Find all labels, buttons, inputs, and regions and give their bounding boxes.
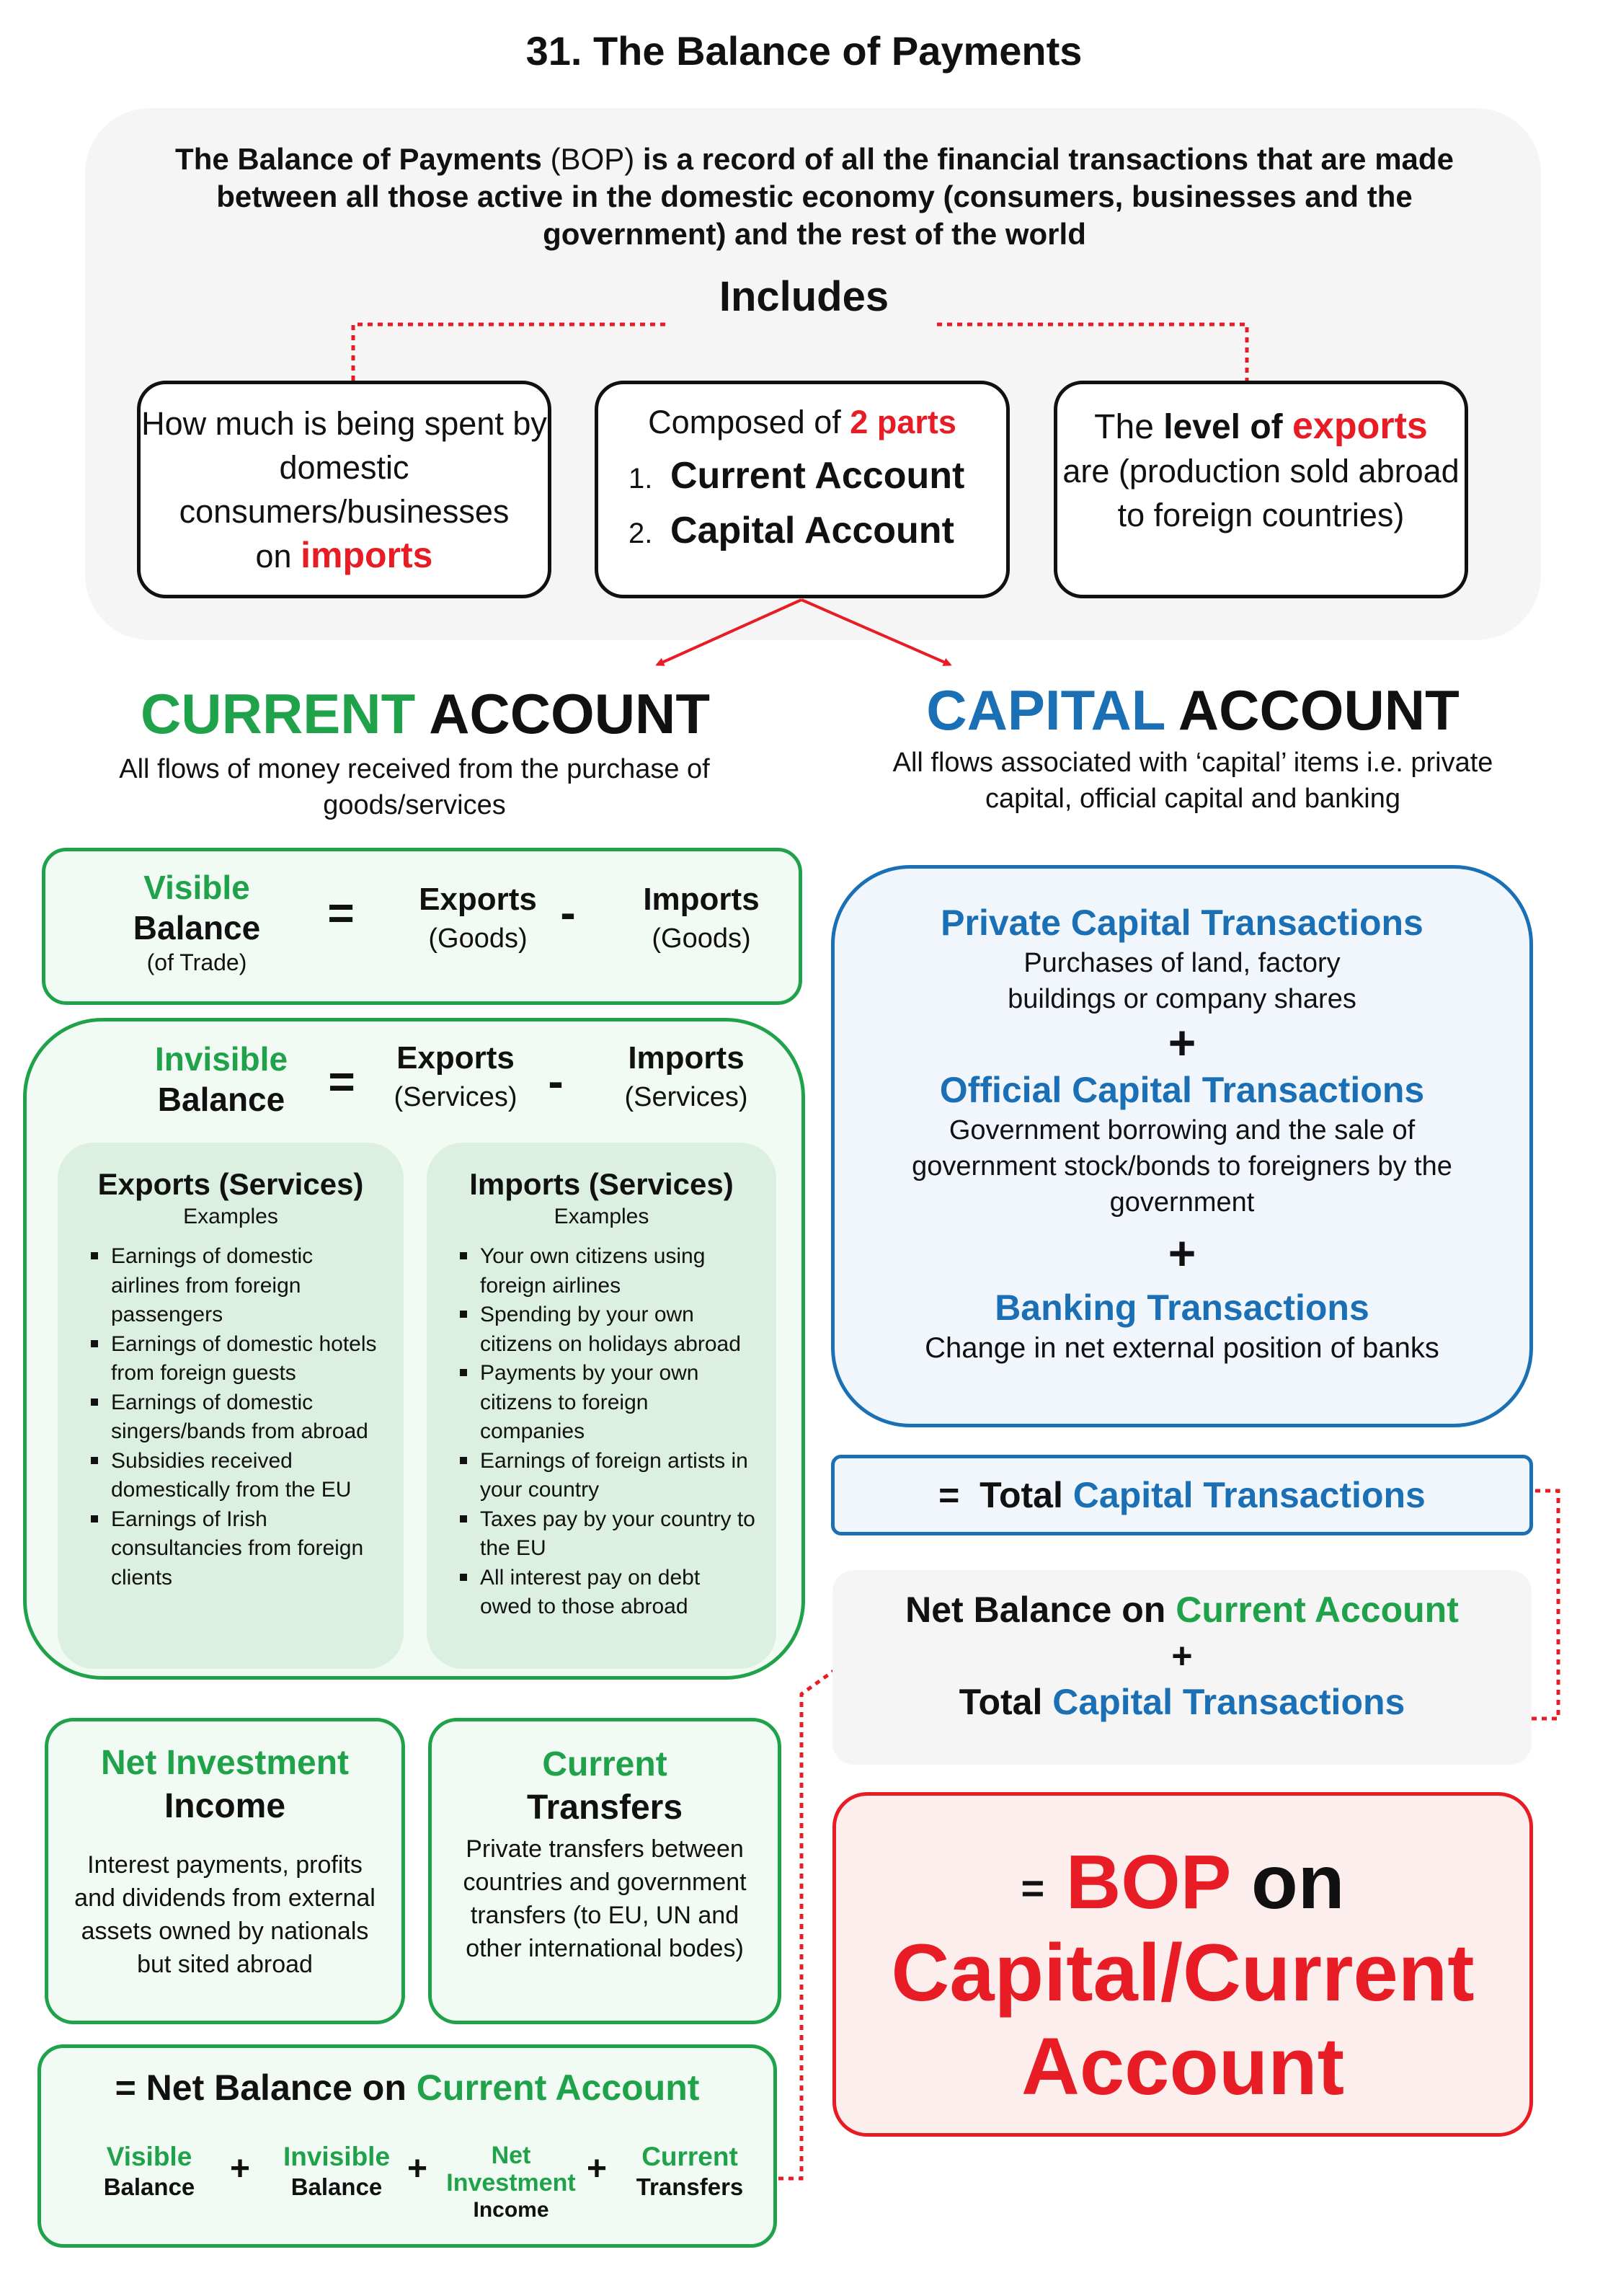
exports-box-text: are (production sold abroad to foreign countries) <box>1062 453 1460 533</box>
parts-count: 2 parts <box>850 404 956 440</box>
minus-sign: - <box>548 1055 564 1107</box>
plus-sign: + <box>587 2150 608 2188</box>
imports-services-label: Imports <box>628 1040 745 1076</box>
component-sub: Balance <box>290 2173 383 2200</box>
imports-services-title: Imports (Services) <box>469 1167 734 1201</box>
component-net-investment <box>439 2142 583 2224</box>
arrow-to-capital-account <box>801 600 950 665</box>
bop-result-box <box>832 1792 1533 2137</box>
account-word: ACCOUNT <box>1178 678 1460 742</box>
plus-sign: + <box>1168 1226 1196 1280</box>
imports-keyword: imports <box>301 535 433 575</box>
parts-item-label: Current Account <box>670 455 965 497</box>
summary-net-balance: Net Balance on <box>905 1590 1166 1630</box>
component-label: Visible <box>106 2142 192 2171</box>
current-transfers-box <box>428 1718 781 2024</box>
component-current-transfers <box>618 2142 762 2202</box>
list-item: Earnings of foreign artists in your country <box>480 1447 756 1505</box>
exports-services-list <box>58 1242 404 1592</box>
summary-total: Total <box>959 1682 1043 1722</box>
balance-word: Balance <box>157 1081 285 1118</box>
exports-goods-label: Exports <box>419 882 537 917</box>
invisible-word: Invisible <box>154 1040 288 1078</box>
invisible-balance-label <box>113 1039 329 1120</box>
net-balance-current-account-box <box>37 2044 777 2248</box>
current-word: Current <box>542 1745 667 1783</box>
bop-on: on <box>1251 1840 1345 1925</box>
current-word: CURRENT <box>140 682 416 745</box>
imports-on: on <box>255 538 292 575</box>
net-investment-title <box>48 1742 401 1828</box>
bop-eq: = <box>1021 1865 1045 1911</box>
component-invisible-balance <box>265 2142 409 2202</box>
summary-panel <box>832 1570 1532 1765</box>
capital-account-description: All flows associated with ‘capital’ items i.e. private capital, official capital and banking <box>892 748 1493 814</box>
component-label: Invisible <box>283 2142 391 2171</box>
private-capital-title: Private Capital Transactions <box>941 903 1423 943</box>
bop-line-3: Account <box>1021 2021 1344 2111</box>
summary-capital-transactions: Capital Transactions <box>1052 1682 1405 1722</box>
of-trade: (of Trade) <box>146 949 247 975</box>
parts-item-num: 2. <box>628 518 653 549</box>
official-capital-body: Government borrowing and the sale of government stock/bonds to foreigners by the government <box>912 1115 1452 1218</box>
minus-sign: - <box>560 887 576 939</box>
total-word: Total <box>980 1475 1063 1515</box>
list-item: Earnings of domestic airlines from foreign passengers <box>111 1242 383 1330</box>
account-word: ACCOUNT <box>429 682 711 745</box>
imports-box-text: How much is being spent by domestic consumers/businesses <box>141 405 547 530</box>
list-item: Payments by your own citizens to foreign companies <box>480 1359 756 1447</box>
banking-title: Banking Transactions <box>995 1287 1369 1328</box>
net-investment-income-box <box>45 1718 405 2024</box>
total-highlight: Capital Transactions <box>1072 1475 1426 1515</box>
list-item: Earnings of domestic hotels from foreign guests <box>111 1330 383 1388</box>
current-account-heading <box>65 681 786 747</box>
imports-goods-sub: (Goods) <box>652 923 751 954</box>
list-item: Earnings of Irish consultancies from foreign clients <box>111 1505 383 1593</box>
page-title: 31. The Balance of Payments <box>525 28 1083 74</box>
arrow-to-current-account <box>657 600 801 665</box>
net-balance-prefix: = Net Balance on <box>115 2067 407 2108</box>
official-capital-title: Official Capital Transactions <box>939 1070 1425 1110</box>
current-transfers-body: Private transfers between countries and government transfers (to EU, UN and other international bodes) <box>463 1835 747 1962</box>
component-label: Current <box>641 2142 738 2171</box>
component-label: Investment <box>446 2169 576 2197</box>
imports-services <box>574 1039 798 1117</box>
balance-word: Balance <box>133 909 261 947</box>
income-word: Income <box>164 1787 286 1825</box>
includes-connector-left <box>353 324 667 381</box>
component-label: Net <box>491 2142 531 2169</box>
banking-section <box>835 1285 1529 1366</box>
bop-line-1 <box>836 1839 1529 1926</box>
list-item: Taxes pay by your country to the EU <box>480 1505 756 1564</box>
visible-word: Visible <box>143 869 250 906</box>
net-investment-body: Interest payments, profits and dividends from external assets owned by nationals but sited abroad <box>74 1851 376 1978</box>
imports-services-list <box>427 1242 776 1622</box>
imports-services-subtitle: Examples <box>554 1205 649 1228</box>
plus-sign: + <box>1168 1016 1196 1069</box>
summary-current-account: Current Account <box>1176 1590 1459 1630</box>
includes-label: Includes <box>719 273 889 320</box>
exports-services-label: Exports <box>396 1040 515 1076</box>
exports-keyword: exports <box>1292 405 1428 447</box>
total-capital-transactions-box <box>831 1455 1533 1535</box>
list-item: Subsidies received domestically from the EU <box>111 1447 383 1505</box>
capital-transactions-box <box>831 865 1533 1427</box>
bop-abbr: (BOP) <box>550 142 635 176</box>
plus-sign: + <box>1171 1636 1193 1676</box>
equals-sign: = <box>327 887 355 939</box>
exports-services-sub: (Services) <box>394 1082 518 1112</box>
private-capital-body: Purchases of land, factory buildings or company shares <box>1008 948 1356 1014</box>
bop-word: BOP <box>1065 1840 1230 1925</box>
exports-the: The <box>1094 408 1154 446</box>
net-investment-word: Net Investment <box>100 1744 350 1782</box>
list-item: All interest pay on debt owed to those abroad <box>480 1564 756 1622</box>
visible-balance-label <box>103 867 290 977</box>
list-item: Spending by your own citizens on holidays abroad <box>480 1300 756 1359</box>
capital-account-heading <box>829 678 1557 743</box>
capital-word: CAPITAL <box>926 678 1165 742</box>
current-account-description: All flows of money received from the purchase of goods/services <box>119 754 710 820</box>
parts-item-num: 1. <box>628 463 653 495</box>
imports-services-panel <box>427 1143 776 1669</box>
plus-sign: + <box>230 2150 251 2188</box>
bop-term: The Balance of Payments <box>175 142 542 176</box>
component-sub: Balance <box>103 2173 195 2200</box>
list-item: Earnings of domestic singers/bands from abroad <box>111 1388 383 1447</box>
bop-definition-text: is a record of all the financial transactions that are made between all those active in the domestic economy (consumers, businesses and the government) and the rest of the world <box>216 142 1454 251</box>
summary-line-1 <box>832 1589 1532 1631</box>
component-sub: Income <box>473 2198 549 2222</box>
exports-services-title: Exports (Services) <box>97 1167 364 1201</box>
includes-connector-right <box>937 324 1247 381</box>
summary-line-2 <box>832 1681 1532 1723</box>
imports-services-sub: (Services) <box>624 1082 748 1112</box>
exports-level-of: level of <box>1163 408 1283 446</box>
current-transfers-title <box>432 1743 778 1830</box>
parts-prefix: Composed of <box>648 404 841 440</box>
total-eq: = <box>938 1475 960 1515</box>
net-balance-title <box>41 2067 773 2109</box>
private-capital-section <box>835 900 1529 1017</box>
parts-item-label: Capital Account <box>670 510 954 551</box>
imports-goods <box>593 880 809 958</box>
exports-services-panel <box>58 1143 404 1669</box>
exports-goods-sub: (Goods) <box>428 923 528 954</box>
net-balance-highlight: Current Account <box>416 2067 700 2108</box>
plus-sign: + <box>407 2150 428 2188</box>
equals-sign: = <box>328 1055 355 1107</box>
transfers-word: Transfers <box>526 1789 683 1827</box>
component-sub: Transfers <box>636 2173 744 2200</box>
component-visible-balance <box>77 2142 221 2202</box>
visible-balance-box <box>42 848 802 1005</box>
list-item: Your own citizens using foreign airlines <box>480 1242 756 1300</box>
banking-body: Change in net external position of banks <box>925 1332 1439 1364</box>
bop-line-2: Capital/Current <box>891 1928 1475 2018</box>
exports-services-subtitle: Examples <box>183 1205 278 1228</box>
imports-goods-label: Imports <box>643 882 760 917</box>
official-capital-section <box>835 1068 1529 1220</box>
